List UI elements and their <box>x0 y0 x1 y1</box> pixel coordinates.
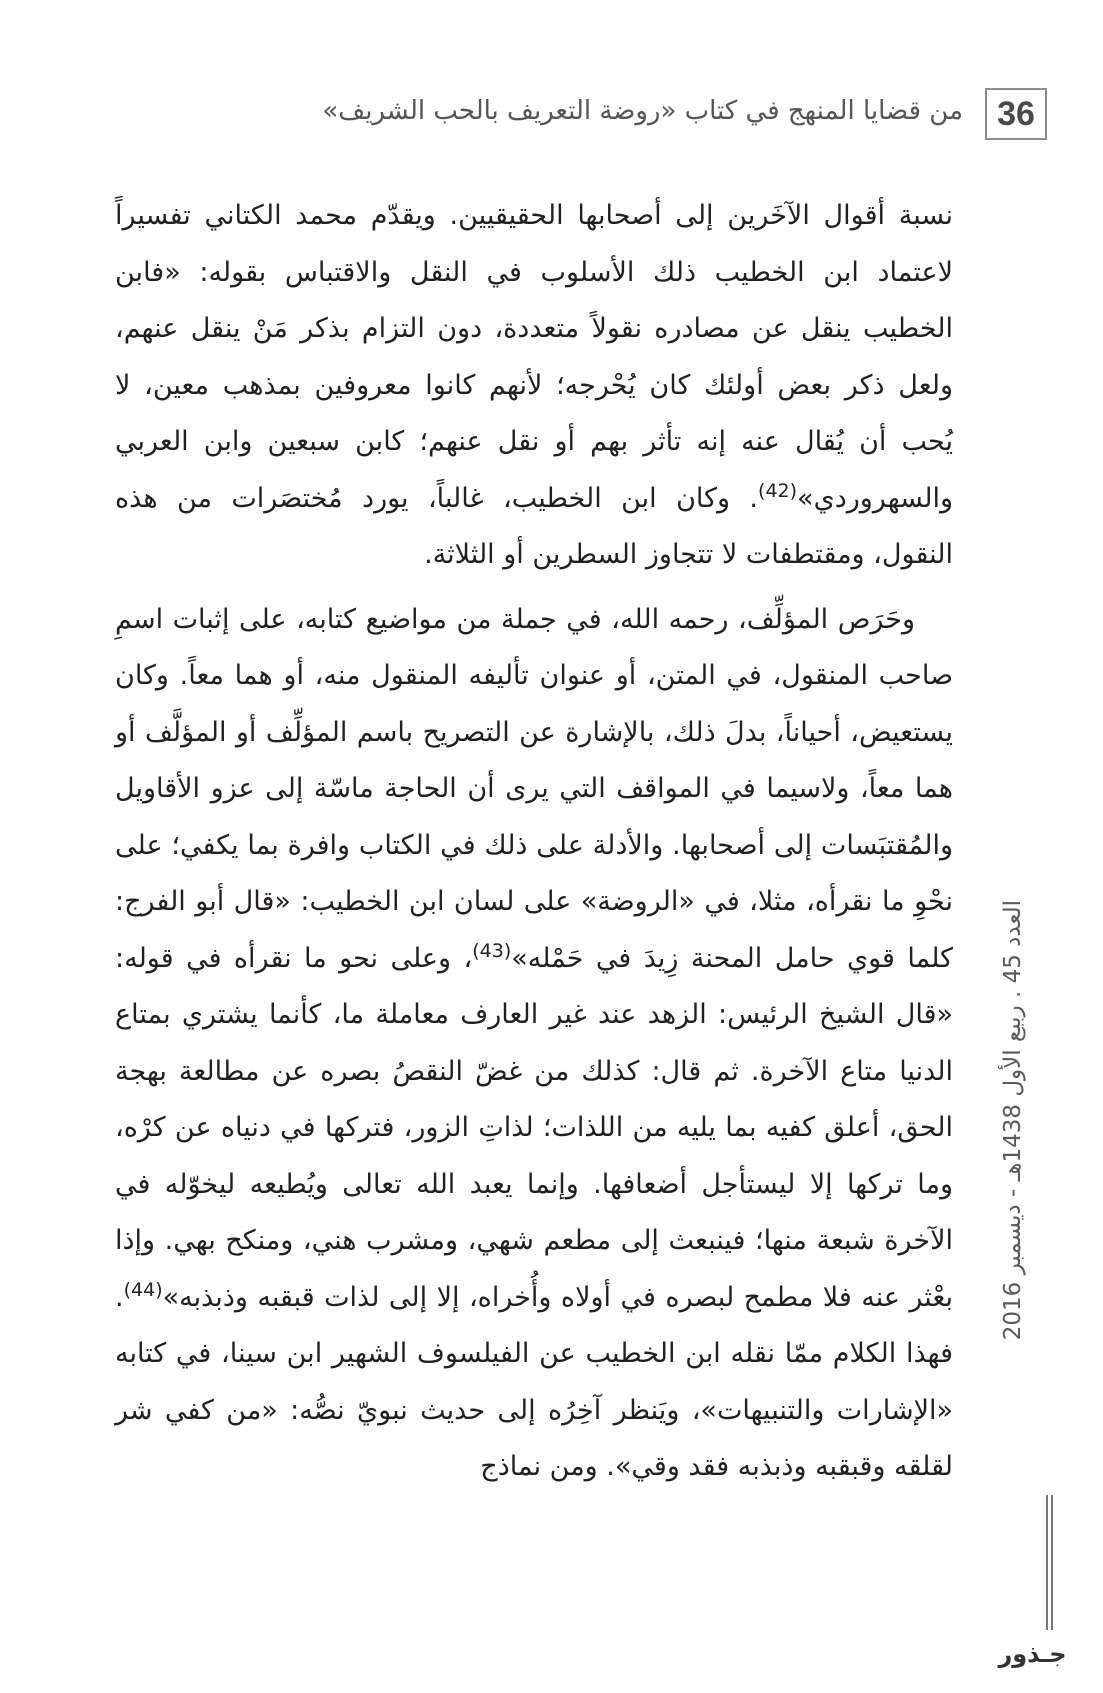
paragraph-1-text-a: نسبة أقوال الآخَرين إلى أصحابها الحقيقيين. ويقدّم محمد الكتاني تفسيراً لاعتماد ابن الخطيب ذلك الأسلوب في النقل والاقتباس بقوله: «فابن الخطيب ينقل عن مصادره نقولاً متعددة، دون التزام بذكر مَنْ ينقل عنهم، ولعل ذكر بعض أولئك كان يُحْرجه؛ لأنهم كانوا معروفين بمذهب معين، لا يُحب أن يُقال عنه إنه تأثر بهم أو نقل عنهم؛ كابن سبعين وابن العربي والسهروردي» <box>115 200 953 514</box>
paragraph-2-text-b: ، وعلى نحو ما نقرأه في قوله: «قال الشيخ الرئيس: الزهد عند غير العارف معاملة ما، كأنما يشتري بمتاع الدنيا متاع الآخرة. ثم قال: كذلك من غضّ النقصُ بصره عن مطالعة بهجة الحق، أعلق كفيه بما يليه من اللذات؛ لذاتِ الزور، فتركها في دنياه عن كرْه، وما تركها إلا ليستأجل أضعافها. وإنما يعبد الله تعالى ويُطيعه ليخوّله في الآخرة شبعة منها؛ فينبعث إلى مطعم شهي، ومشرب هني، ومنكح بهي. وإذا بعْثر عنه فلا مطمح لبصره في أولاه وأُخراه، إلا إلى لذات قبقبه وذبذبه» <box>115 942 953 1313</box>
paragraph-1-text-b: . وكان ابن الخطيب، غالباً، يورد مُختصَرات من هذه النقول، ومقتطفات لا تتجاوز السطرين أو الثلاثة. <box>115 482 953 570</box>
article-body <box>115 188 953 1496</box>
page-header <box>0 0 1103 150</box>
paragraph-2-text-a: وحَرَص المؤلِّف، رحمه الله، في جملة من مواضيع كتابه، على إثبات اسمِ صاحب المنقول، في المتن، أو عنوان تأليفه المنقول منه، أو هما معاً. وكان يستعيض، أحياناً، بدلَ ذلك، بالإشارة عن التصريح باسم المؤلِّف أو المؤلَّف أو هما معاً، ولاسيما في المواقف التي يرى أن الحاجة ماسّة إلى عزو الأقاويل والمُقتبَسات إلى أصحابها. والأدلة على ذلك في الكتاب وافرة بما يكفي؛ على نحْوِ ما نقرأه، مثلا، في «الروضة» على لسان ابن الخطيب: «قال أبو الفرج: كلما قوي حامل المحنة زِيدَ في حَمْله» <box>115 603 953 974</box>
paragraph-1 <box>115 188 953 584</box>
footnote-ref-42[interactable]: (42) <box>758 479 798 502</box>
paragraph-2 <box>115 592 953 1496</box>
footnote-ref-43[interactable]: (43) <box>472 939 512 962</box>
running-title: من قضايا المنهج في كتاب «روضة التعريف بالحب الشريف» <box>322 96 963 126</box>
paragraph-2-text-c: . فهذا الكلام ممّا نقله ابن الخطيب عن الفيلسوف الشهير ابن سينا، في كتابه «الإشارات والتنبيهات»، ويَنظر آخِرُه إلى حديث نبويّ نصُّه: «من كفي شر لقلقه وقبقبه وذبذبه فقد وقي». ومن نماذج <box>115 1281 953 1482</box>
journal-logo: جـذور <box>998 1640 1067 1668</box>
page-number: 36 <box>985 88 1047 140</box>
issue-info: العدد 45 . ربيع الأول 1438هـ - ديسمبر 2016 <box>1000 900 1026 1341</box>
footnote-ref-44[interactable]: (44) <box>123 1278 163 1301</box>
side-divider <box>1046 1495 1053 1630</box>
